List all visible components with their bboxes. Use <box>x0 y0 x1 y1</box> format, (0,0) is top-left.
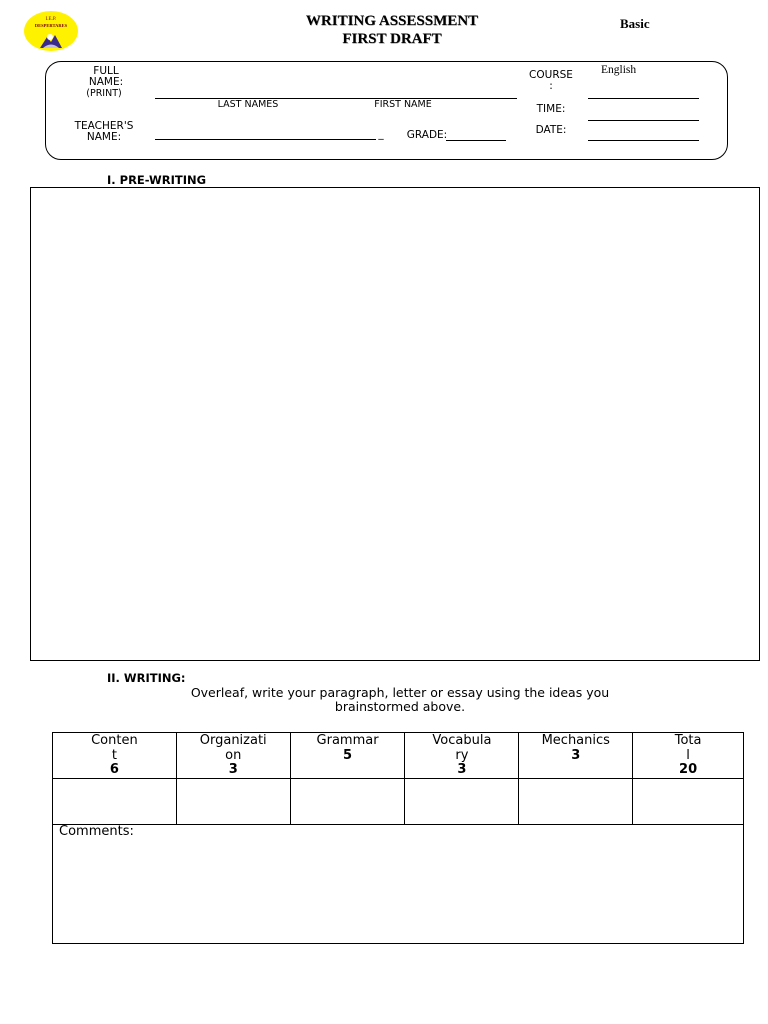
school-logo <box>24 11 78 51</box>
rubric-col-vocabulary: Vocabula ry 3 <box>405 733 519 779</box>
rubric-comments-row <box>53 824 744 943</box>
rubric-col-mechanics: Mechanics 3 <box>519 733 633 779</box>
score-cell-organization[interactable] <box>176 778 290 824</box>
first-name-caption: FIRST NAME <box>374 99 432 110</box>
rubric-points: 3 <box>571 747 581 763</box>
date-field[interactable] <box>588 140 699 141</box>
rubric-points: 5 <box>343 747 353 763</box>
teacher-field-tail: _ <box>378 128 384 140</box>
score-cell-mechanics[interactable] <box>519 778 633 824</box>
logo-emblem-icon <box>39 31 63 49</box>
prewriting-area[interactable] <box>30 187 760 661</box>
rubric-col-content: Conten t 6 <box>53 733 177 779</box>
level-label: Basic <box>620 16 650 31</box>
writing-heading: II. WRITING: <box>107 671 186 685</box>
rubric-col-grammar: Grammar 5 <box>290 733 405 779</box>
prewriting-heading: I. PRE-WRITING <box>107 173 207 187</box>
rubric-points: 6 <box>109 762 119 777</box>
teacher-name-label: TEACHER'S NAME: <box>74 120 134 143</box>
score-cell-grammar[interactable] <box>290 778 405 824</box>
rubric-table <box>52 732 744 944</box>
rubric-col-organization: Organizati on 3 <box>176 733 290 779</box>
rubric-score-row <box>53 778 744 824</box>
logo-line-2: DESPERTARES <box>34 23 68 28</box>
course-label: COURSE : <box>529 69 573 92</box>
last-names-caption: LAST NAMES <box>217 99 279 110</box>
time-label: TIME: <box>536 103 566 115</box>
writing-instructions: Overleaf, write your paragraph, letter or essay using the ideas you brainstormed above. <box>190 685 610 714</box>
grade-field[interactable] <box>446 140 506 141</box>
time-field[interactable] <box>588 120 699 121</box>
course-field[interactable] <box>588 98 699 99</box>
form-subtitle: FIRST DRAFT <box>342 31 442 47</box>
date-label: DATE: <box>535 124 567 136</box>
comments-area[interactable] <box>53 824 744 943</box>
course-value: English <box>601 64 637 76</box>
score-cell-content[interactable] <box>53 778 177 824</box>
score-cell-vocabulary[interactable] <box>405 778 519 824</box>
rubric-col-total: Tota l 20 <box>633 733 744 779</box>
rubric-points: 3 <box>228 762 238 777</box>
rubric-points: 3 <box>457 762 467 777</box>
rubric-points: 20 <box>679 762 698 777</box>
logo-line-1: I.E.P. <box>45 17 57 22</box>
teacher-name-field[interactable] <box>155 139 376 140</box>
comments-label: Comments: <box>59 823 134 839</box>
rubric-header-row <box>53 733 744 779</box>
grade-label: GRADE: <box>406 129 448 141</box>
score-cell-total[interactable] <box>633 778 744 824</box>
form-title: WRITING ASSESSMENT <box>305 13 479 29</box>
full-name-label: FULL NAME: <box>88 65 124 88</box>
print-hint: (PRINT) <box>86 88 122 99</box>
